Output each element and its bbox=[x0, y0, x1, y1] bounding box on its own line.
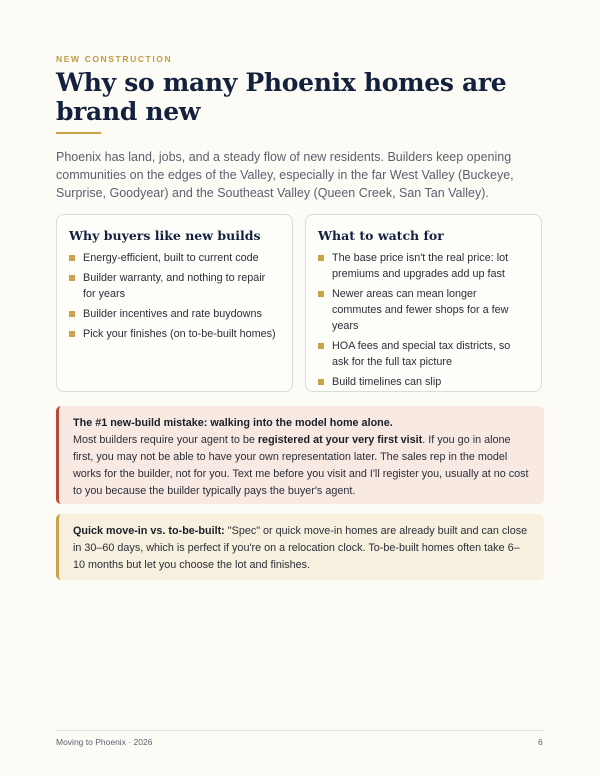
bullet-square-icon bbox=[318, 343, 324, 349]
page-number: 6 bbox=[538, 737, 543, 747]
footer-label: Moving to Phoenix · 2026 bbox=[56, 737, 153, 747]
bullet-square-icon bbox=[69, 311, 75, 317]
warning-body: Most builders require your agent to be registered at your very first visit. If you go in alone first, you may not be able to have your own representation later. The sales rep in the model works for the builder, not for you. Text me before you visit and I'll register you, usually at no cost to you because the builder typically pays the buyer's agent. bbox=[73, 434, 529, 497]
pros-card bbox=[56, 214, 293, 392]
warning-callout bbox=[56, 406, 544, 504]
list-item: Builder warranty, and nothing to repair for years bbox=[69, 270, 280, 302]
intro-paragraph: Phoenix has land, jobs, and a steady flow of new residents. Builders keep opening communities on the edges of the Valley, especially in the far West Valley (Buckeye, Surprise, Goodyear) and the Southeast Valley (Queen Creek, San Tan Valley). bbox=[56, 150, 514, 200]
tip-heading: Quick move-in vs. to-be-built: bbox=[73, 525, 225, 537]
bullet-square-icon bbox=[69, 255, 75, 261]
list-item: Newer areas can mean longer commutes and fewer shops for a few years bbox=[318, 286, 529, 334]
bullet-square-icon bbox=[69, 331, 75, 337]
bullet-square-icon bbox=[318, 255, 324, 261]
pros-card-title: Why buyers like new builds bbox=[69, 228, 261, 243]
list-item: The base price isn't the real price: lot premiums and upgrades add up fast bbox=[318, 250, 529, 282]
warning-heading: The #1 new-build mistake: walking into the model home alone. bbox=[73, 417, 393, 429]
cons-card bbox=[305, 214, 542, 392]
cons-card-title: What to watch for bbox=[318, 228, 444, 243]
tip-body: "Spec" or quick move-in homes are already built and can close in 30–60 days, which is perfect if you're on a relocation clock. To-be-built homes often take 6–10 months but let you choose the lot and finishes. bbox=[73, 525, 528, 571]
tip-callout bbox=[56, 514, 544, 580]
title-underline bbox=[56, 132, 101, 134]
bullet-square-icon bbox=[318, 379, 324, 385]
list-item: Energy-efficient, built to current code bbox=[69, 250, 280, 266]
warning-emphasis: registered at your very first visit bbox=[257, 434, 423, 446]
bullet-square-icon bbox=[318, 291, 324, 297]
list-item: Builder incentives and rate buydowns bbox=[69, 306, 280, 322]
cons-list bbox=[318, 250, 529, 390]
bullet-square-icon bbox=[69, 275, 75, 281]
footer-divider bbox=[56, 730, 544, 731]
list-item: Pick your finishes (on to-be-built homes) bbox=[69, 326, 280, 342]
list-item: Build timelines can slip bbox=[318, 374, 529, 390]
section-eyebrow: NEW CONSTRUCTION bbox=[56, 54, 173, 64]
page-title: Why so many Phoenix homes are brand new bbox=[56, 68, 507, 126]
pros-list bbox=[69, 250, 280, 342]
list-item: HOA fees and special tax districts, so ask for the full tax picture bbox=[318, 338, 529, 370]
